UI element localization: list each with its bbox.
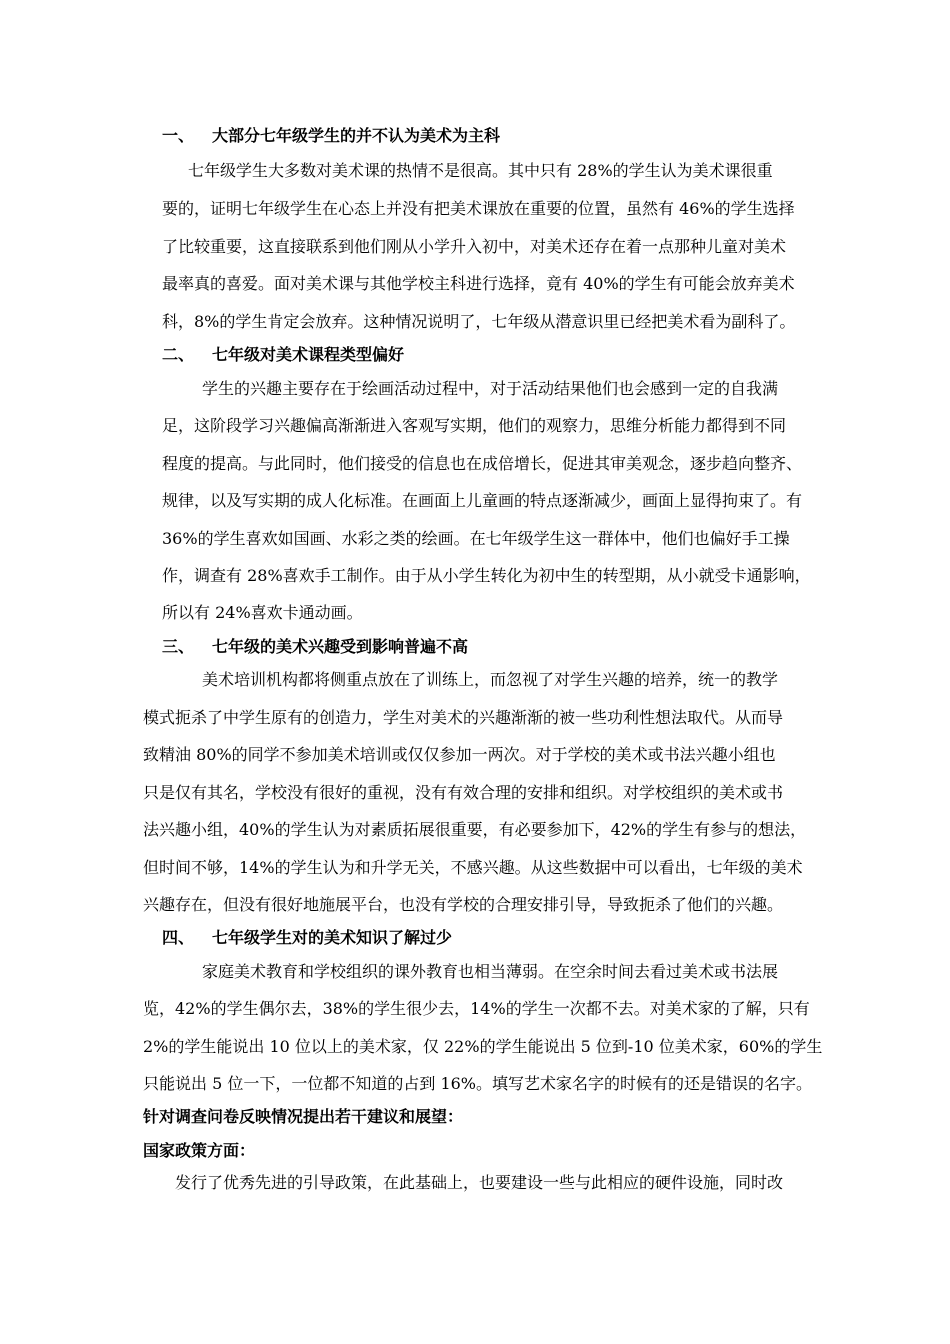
paragraph-line: 只能说出 5 位一下，一位都不知道的占到 16%。填写艺术家名字的时候有的还是错误的名字。 bbox=[143, 1074, 813, 1093]
section-4-title: 七年级学生对的美术知识了解过少 bbox=[212, 928, 453, 947]
section-1-number: 一、 bbox=[162, 126, 195, 145]
section-2-title: 七年级对美术课程类型偏好 bbox=[212, 345, 405, 364]
paragraph-line: 模式扼杀了中学生原有的创造力，学生对美术的兴趣渐渐的被一些功利性想法取代。从而导 bbox=[143, 708, 784, 727]
paragraph-line: 要的，证明七年级学生在心态上并没有把美术课放在重要的位置，虽然有 46%的学生选择 bbox=[162, 199, 795, 218]
paragraph-line: 兴趣存在，但没有很好地施展平台，也没有学校的合理安排引导，导致扼杀了他们的兴趣。 bbox=[143, 895, 784, 914]
paragraph-line: 规律，以及写实期的成人化标准。在画面上儿童画的特点逐渐减少，画面上显得拘束了。有 bbox=[162, 491, 803, 510]
paragraph-line: 学生的兴趣主要存在于绘画活动过程中，对于活动结果他们也会感到一定的自我满 bbox=[202, 379, 779, 398]
section-2-number: 二、 bbox=[162, 345, 195, 364]
paragraph-line: 所以有 24%喜欢卡通动画。 bbox=[162, 603, 363, 622]
paragraph-line: 但时间不够，14%的学生认为和升学无关，不感兴趣。从这些数据中可以看出，七年级的美术 bbox=[143, 858, 803, 877]
paragraph-line: 程度的提高。与此同时，他们接受的信息也在成倍增长，促进其审美观念，逐步趋向整齐、 bbox=[162, 454, 803, 473]
paragraph-line: 足，这阶段学习兴趣偏高渐渐进入客观写实期，他们的观察力，思维分析能力都得到不同 bbox=[162, 416, 787, 435]
paragraph-line: 致精油 80%的同学不参加美术培训或仅仅参加一两次。对于学校的美术或书法兴趣小组也 bbox=[143, 745, 776, 764]
policy-subheading: 国家政策方面： bbox=[143, 1141, 256, 1160]
section-4-number: 四、 bbox=[162, 928, 195, 947]
paragraph-line: 七年级学生大多数对美术课的热情不是很高。其中只有 28%的学生认为美术课很重 bbox=[188, 161, 773, 180]
suggestions-heading: 针对调查问卷反映情况提出若干建议和展望： bbox=[143, 1107, 464, 1126]
section-3-title: 七年级的美术兴趣受到影响普遍不高 bbox=[212, 637, 469, 656]
paragraph-line: 36%的学生喜欢如国画、水彩之类的绘画。在七年级学生这一群体中，他们也偏好手工操 bbox=[162, 529, 790, 548]
paragraph-line: 只是仅有其名，学校没有很好的重视，没有有效合理的安排和组织。对学校组织的美术或书 bbox=[143, 783, 784, 802]
paragraph-line: 了比较重要，这直接联系到他们刚从小学升入初中，对美术还存在着一点那种儿童对美术 bbox=[162, 237, 787, 256]
paragraph-line: 作，调查有 28%喜欢手工制作。由于从小学生转化为初中生的转型期，从小就受卡通影响， bbox=[162, 566, 811, 585]
section-1-heading bbox=[162, 126, 500, 146]
paragraph-line: 家庭美术教育和学校组织的课外教育也相当薄弱。在空余时间去看过美术或书法展 bbox=[202, 962, 779, 981]
section-4-heading bbox=[162, 928, 452, 948]
section-1-title: 大部分七年级学生的并不认为美术为主科 bbox=[212, 126, 501, 145]
section-2-heading bbox=[162, 345, 404, 365]
paragraph-line: 最率真的喜爱。面对美术课与其他学校主科进行选择，竟有 40%的学生有可能会放弃美术 bbox=[162, 274, 795, 293]
paragraph-line: 2%的学生能说出 10 位以上的美术家，仅 22%的学生能说出 5 位到-10 位美术家，60%的学生 bbox=[143, 1037, 823, 1056]
paragraph-line: 科，8%的学生肯定会放弃。这种情况说明了，七年级从潜意识里已经把美术看为副科了。 bbox=[162, 312, 796, 331]
paragraph-line: 发行了优秀先进的引导政策，在此基础上，也要建设一些与此相应的硬件设施，同时改 bbox=[175, 1173, 784, 1192]
paragraph-line: 览，42%的学生偶尔去，38%的学生很少去，14%的学生一次都不去。对美术家的了解，只有 bbox=[143, 999, 810, 1018]
section-3-number: 三、 bbox=[162, 637, 195, 656]
paragraph-line: 美术培训机构都将侧重点放在了训练上，而忽视了对学生兴趣的培养，统一的教学 bbox=[202, 670, 779, 689]
paragraph-line: 法兴趣小组，40%的学生认为对素质拓展很重要，有必要参加下，42%的学生有参与的想法， bbox=[143, 820, 807, 839]
section-3-heading bbox=[162, 637, 468, 657]
